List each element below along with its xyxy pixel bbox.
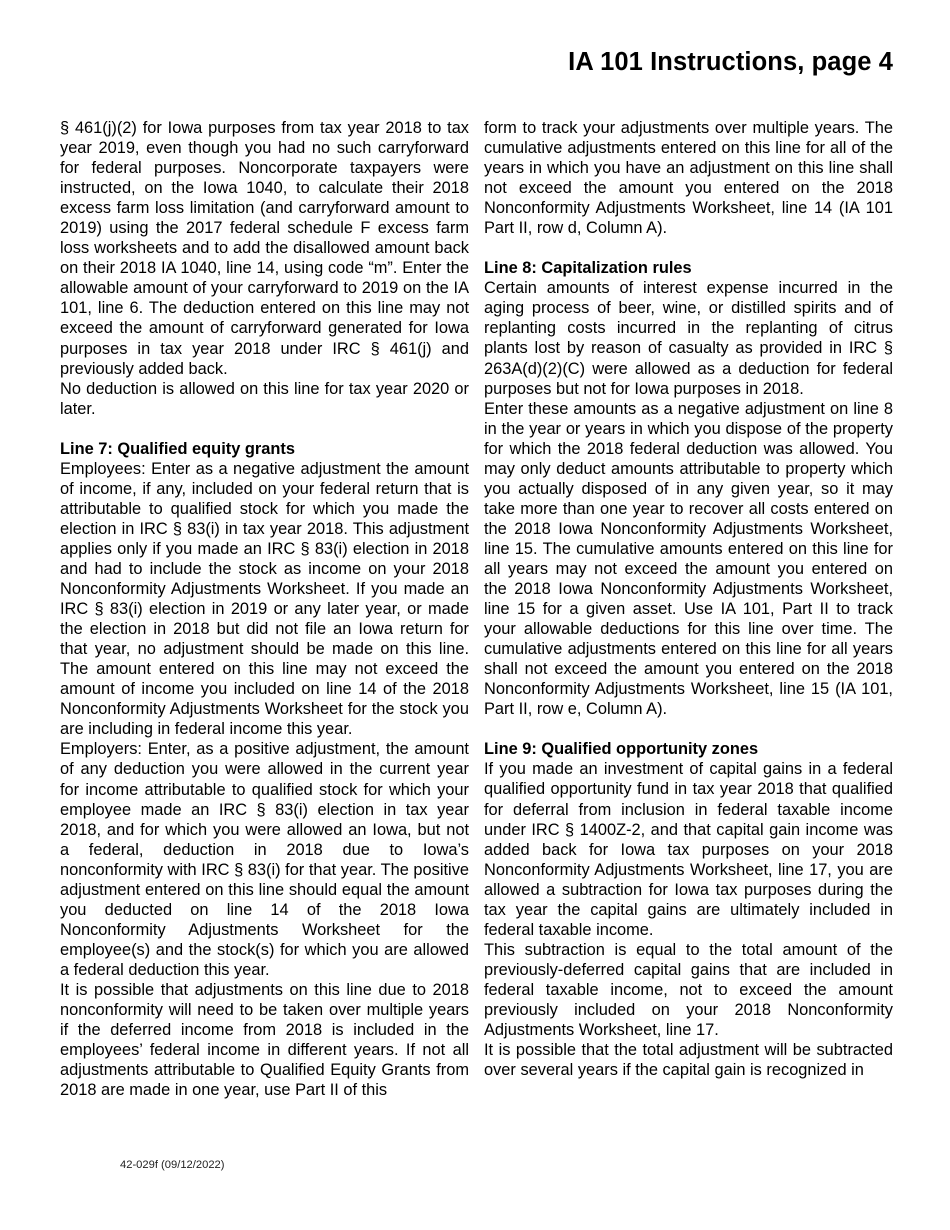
paragraph-excess-farm-loss-carryforward: § 461(j)(2) for Iowa purposes from tax year 2018 to tax year 2019, even though you had no such carryforward for federal purposes. Noncorporate taxpayers were instructed, on the Iowa 1040, to calculate their 2018 excess farm loss limitation (and carryforward amount to 2019) using the 2017 federal schedule F excess farm loss worksheets and to add the disallowed amount back on their 2018 IA 1040, line 14, using code “m”. Enter the allowable amount of your carryforward to 2019 on the IA 101, line 6. The deduction entered on this line may not exceed the amount of carryforward generated for Iowa purposes in tax year 2018 under IRC § 461(j) and previously added back. xyxy=(60,119,469,378)
section-spacer xyxy=(60,419,469,439)
page-title: IA 101 Instructions, page 4 xyxy=(568,48,893,76)
paragraph-enter-negative-adjustment-line-8: Enter these amounts as a negative adjustment on line 8 in the year or years in which you dispose of the property for which the 2018 federal deduction was allowed. You may only deduct amounts attributable to property which you actually disposed of in any given year, so it may take more than one year to recover all costs entered on the 2018 Iowa Nonconformity Adjustments Worksheet, line 15. The cumulative amounts entered on this line for all years may not exceed the amount you entered on the 2018 Iowa Nonconformity Adjustments Worksheet, line 15 for a given asset. Use IA 101, Part II to track your allowable deductions for this line over time. The cumulative adjustments entered on this line for all years shall not exceed the amount you entered on the 2018 Nonconformity Adjustments Worksheet, line 15 (IA 101, Part II, row e, Column A). xyxy=(484,399,893,719)
section-spacer xyxy=(484,719,893,739)
paragraph-multiple-years-equity-grants: It is possible that adjustments on this line due to 2018 nonconformity will need to be taken over multiple years if the deferred income from 2018 is included in the employees’ federal income in different years. If not all adjustments attributable to Qualified Equity Grants from 2018 are made in one year, use Part II of this xyxy=(60,980,469,1100)
page-header xyxy=(60,48,893,76)
paragraph-qualified-opportunity-fund: If you made an investment of capital gains in a federal qualified opportunity fund in tax year 2018 that qualified for deferral from inclusion in federal taxable income under IRC § 1400Z-2, and that capital gain income was added back for Iowa tax purposes on your 2018 Nonconformity Adjustments Worksheet, line 17, you are allowed a subtraction for Iowa tax purposes during the tax year the capital gains are ultimately included in federal taxable income. xyxy=(484,760,893,939)
heading-line-9: Line 9: Qualified opportunity zones xyxy=(484,740,759,759)
heading-line-7: Line 7: Qualified equity grants xyxy=(60,439,295,458)
paragraph-employees-negative-adjustment: Employees: Enter as a negative adjustment the amount of income, if any, included on your federal return that is attributable to qualified stock for which you made the election in IRC § 83(i) in tax year 2018. This adjustment applies only if you made an IRC § 83(i) election in 2018 and had to include the stock as income on your 2018 Nonconformity Adjustments Worksheet. If you made an IRC § 83(i) election in 2019 or any later year, or made the election in 2018 but did not file an Iowa return for that year, no adjustment should be made on this line. The amount entered on this line may not exceed the amount of income you included on line 14 of the 2018 Nonconformity Adjustments Worksheet for the stock you are including in federal income this year. xyxy=(60,459,469,739)
paragraph-employers-positive-adjustment: Employers: Enter, as a positive adjustment, the amount of any deduction you were allowed in the current year for income attributable to qualified stock for which your employee made an IRC § 83(i) election in tax year 2018, and for which you were allowed an Iowa, but not a federal, deduction in 2018 due to Iowa’s nonconformity with IRC § 83(i) for that year. The positive adjustment entered on this line should equal the amount you deducted on line 14 of the 2018 Iowa Nonconformity Adjustments Worksheet for the employee(s) and the stock(s) for which you are allowed a federal deduction this year. xyxy=(60,740,469,979)
heading-line-8: Line 8: Capitalization rules xyxy=(484,259,692,278)
paragraph-subtraction-equal-total: This subtraction is equal to the total amount of the previously-deferred capital gains that are included in federal taxable income, not to exceed the amount previously included on your 2018 Nonconformity Adjustments Worksheet, line 17. xyxy=(484,940,893,1040)
footer-form-number: 42-029f (09/12/2022) xyxy=(120,1159,225,1171)
right-text-column xyxy=(484,118,893,1100)
section-spacer xyxy=(484,238,893,258)
paragraph-no-deduction-2020: No deduction is allowed on this line for tax year 2020 or later. xyxy=(60,379,469,418)
left-text-column xyxy=(60,118,469,1100)
two-column-body xyxy=(60,118,893,1100)
paragraph-track-adjustments-continued: form to track your adjustments over multiple years. The cumulative adjustments entered on this line for all of the years in which you have an adjustment on this line shall not exceed the amount you entered on the 2018 Nonconformity Adjustments Worksheet, line 14 (IA 101 Part II, row d, Column A). xyxy=(484,119,893,238)
paragraph-interest-expense-aging: Certain amounts of interest expense incurred in the aging process of beer, wine, or distilled spirits and of replanting costs incurred in the replanting of citrus plants lost by reason of casualty as provided in IRC § 263A(d)(2)(C) were allowed as a deduction for federal purposes but not for Iowa purposes in 2018. xyxy=(484,279,893,398)
paragraph-total-adjustment-several-years: It is possible that the total adjustment will be subtracted over several years if the capital gain is recognized in xyxy=(484,1041,893,1080)
